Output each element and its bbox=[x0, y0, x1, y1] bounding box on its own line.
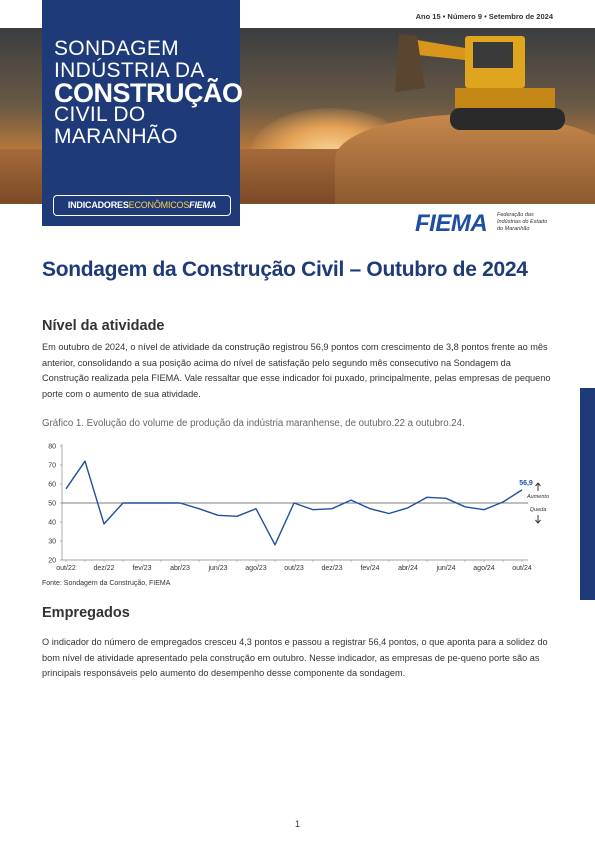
x-tick-label: dez/22 bbox=[93, 565, 115, 572]
section-heading-empregados: Empregados bbox=[42, 605, 130, 621]
title-line: INDÚSTRIA DA bbox=[54, 59, 205, 82]
x-tick-label: abr/24 bbox=[398, 565, 418, 572]
y-tick-label: 50 bbox=[48, 500, 56, 508]
fiema-logo-word: FIEMA bbox=[415, 210, 488, 237]
y-tick-label: 30 bbox=[48, 538, 56, 546]
production-line-chart bbox=[40, 438, 555, 578]
y-tick-label: 70 bbox=[48, 462, 56, 470]
fiema-logo-description bbox=[497, 212, 547, 233]
x-tick-label: dez/23 bbox=[321, 565, 343, 572]
title-line: CIVIL DO bbox=[54, 103, 146, 126]
x-tick-label: fev/23 bbox=[132, 565, 152, 572]
title-line-bold: CONSTRUÇÃO bbox=[54, 78, 243, 108]
publication-title-box bbox=[42, 0, 243, 226]
fiema-logo bbox=[415, 208, 555, 240]
logo-desc-line: do Maranhão bbox=[497, 226, 530, 232]
logo-desc-line: Indústrias do Estado bbox=[497, 219, 548, 225]
legend-aumento: Aumento bbox=[526, 494, 550, 500]
x-tick-label: jun/24 bbox=[436, 565, 456, 572]
badge-middle: ECONÔMICOS bbox=[128, 200, 190, 210]
y-tick-label: 20 bbox=[48, 557, 56, 565]
chart-source: Fonte: Sondagem da Construção, FIEMA bbox=[42, 580, 171, 587]
arrow-up-icon bbox=[536, 483, 541, 491]
x-tick-label: out/23 bbox=[284, 565, 304, 572]
last-value-label: 56,9 bbox=[519, 479, 533, 487]
logo-desc-line: Federação das bbox=[497, 212, 534, 218]
y-tick-label: 60 bbox=[48, 481, 56, 489]
section-heading-atividade: Nível da atividade bbox=[42, 318, 165, 334]
x-tick-label: out/24 bbox=[512, 565, 532, 572]
x-tick-label: out/22 bbox=[56, 565, 76, 572]
chart-title: Gráfico 1. Evolução do volume de produção da indústria maranhense, de outubro.22 a outubro.24. bbox=[42, 418, 465, 429]
x-tick-label: jun/23 bbox=[208, 565, 228, 572]
legend-queda: Queda bbox=[529, 507, 547, 513]
x-tick-label: fev/24 bbox=[360, 565, 380, 572]
x-tick-label: abr/23 bbox=[170, 565, 190, 572]
x-tick-label: ago/24 bbox=[473, 565, 495, 572]
page-number: 1 bbox=[294, 819, 300, 829]
sidebar-accent-bar bbox=[580, 388, 595, 600]
badge-prefix: INDICADORES bbox=[67, 200, 129, 210]
badge-suffix: FIEMA bbox=[189, 200, 217, 210]
issue-line: Ano 15 • Número 9 • Setembro de 2024 bbox=[415, 12, 553, 21]
excavator-illustration bbox=[395, 28, 565, 158]
paragraph-empregados: O indicador do número de empregados cresceu 4,3 pontos e passou a registrar 56,4 pontos, o que aponta para a solidez do bom nível de atividade apresentado pela construção em outubro. Nesse indicador, as empresas de pe-queno porte são as principais responsáveis pelo aumento do desempenho desse componente da sondagem. bbox=[42, 637, 548, 678]
y-tick-label: 40 bbox=[48, 519, 56, 527]
x-tick-label: ago/23 bbox=[245, 565, 267, 572]
publication-title bbox=[54, 38, 243, 148]
title-line: MARANHÃO bbox=[54, 125, 178, 148]
page-title: Sondagem da Construção Civil – Outubro de 2024 bbox=[42, 258, 528, 281]
y-tick-label: 80 bbox=[48, 443, 56, 451]
indicadores-badge bbox=[53, 195, 231, 216]
arrow-down-icon bbox=[536, 515, 541, 523]
paragraph-atividade: Em outubro de 2024, o nível de atividade da construção registrou 56,9 pontos com crescimento de 3,8 pontos frente ao mês anterior, consolidando a sua posição acima do nível de satisfação pelo segundo mês consecutivo na Sondagem da Construção realizada pela FIEMA. Vale ressaltar que esse indicador foi puxado, principalmente, pelas empresas de pequeno porte com o aumento de sua atividade. bbox=[42, 342, 551, 399]
title-line: SONDAGEM bbox=[54, 37, 179, 60]
